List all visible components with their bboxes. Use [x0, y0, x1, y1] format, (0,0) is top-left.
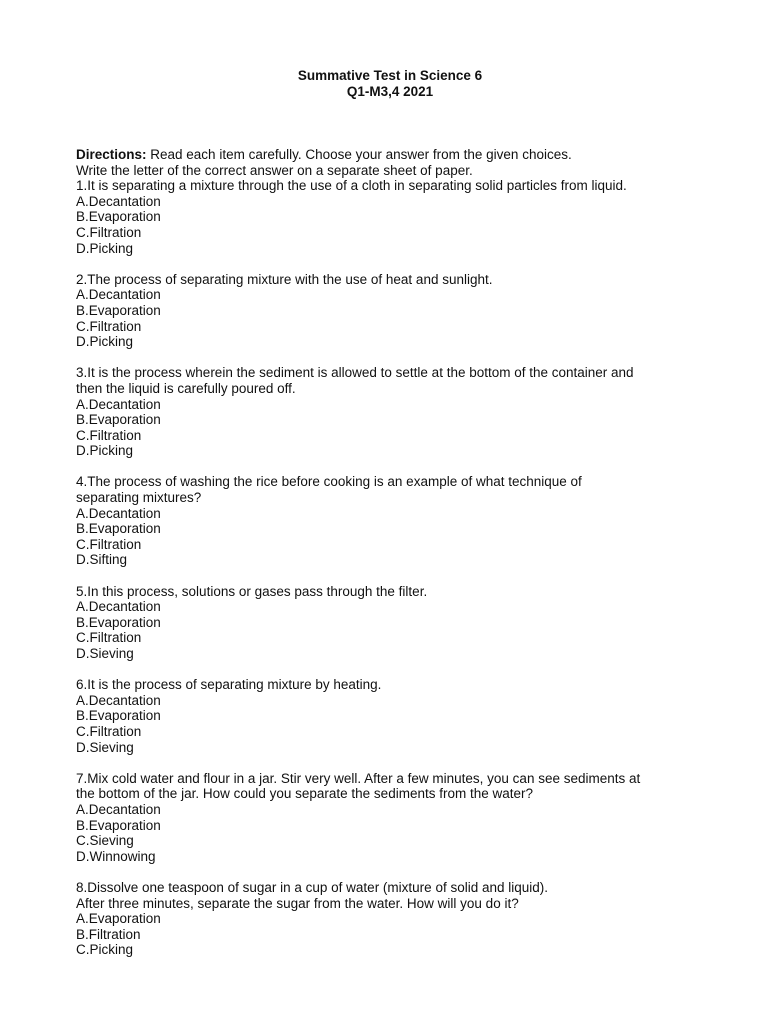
- answer-choice: C.Filtration: [76, 536, 142, 552]
- directions-line-1: [76, 147, 716, 163]
- question-stem: 5.In this process, solutions or gases pass through the filter.: [76, 583, 428, 599]
- answer-choice: B.Evaporation: [76, 521, 161, 537]
- directions-label: Directions:: [76, 147, 147, 162]
- answer-choice: A.Decantation: [76, 287, 161, 303]
- answer-choice: D.Picking: [76, 240, 134, 256]
- answer-choice: A.Decantation: [76, 396, 161, 412]
- answer-choice: B.Evaporation: [76, 614, 161, 630]
- question-stem: 6.It is the process of separating mixture by heating.: [76, 677, 382, 693]
- answer-choice: C.Filtration: [76, 630, 142, 646]
- answer-choice: B.Evaporation: [76, 209, 161, 225]
- answer-choice: B.Filtration: [76, 926, 141, 942]
- question-stem: 7.Mix cold water and flour in a jar. Stir very well. After a few minutes, you can see sediments at: [76, 770, 641, 786]
- question-item: [76, 584, 716, 662]
- question-stem: then the liquid is carefully poured off.: [76, 380, 296, 396]
- question-item: [76, 677, 716, 755]
- document-title: Summative Test in Science 6: [297, 68, 483, 83]
- question-list: [76, 178, 716, 958]
- question-item: [76, 365, 716, 459]
- question-item: [76, 771, 716, 865]
- document-subtitle: Q1-M3,4 2021: [346, 84, 434, 99]
- answer-choice: A.Decantation: [76, 801, 161, 817]
- answer-choice: D.Picking: [76, 443, 134, 459]
- directions: [76, 147, 716, 178]
- answer-choice: B.Evaporation: [76, 302, 161, 318]
- answer-choice: A.Decantation: [76, 193, 161, 209]
- question-item: [76, 474, 716, 568]
- directions-line-2: Write the letter of the correct answer on a separate sheet of paper.: [76, 162, 473, 178]
- answer-choice: D.Sieving: [76, 646, 134, 661]
- answer-choice: B.Evaporation: [76, 817, 161, 833]
- question-item: [76, 880, 716, 958]
- answer-choice: C.Filtration: [76, 723, 142, 739]
- document-header: [0, 68, 768, 100]
- answer-choice: B.Evaporation: [76, 708, 161, 724]
- directions-text-1: Read each item carefully. Choose your answer from the given choices.: [146, 147, 572, 162]
- answer-choice: A.Decantation: [76, 505, 161, 521]
- question-stem: 3.It is the process wherein the sediment is allowed to settle at the bottom of the container and: [76, 365, 634, 381]
- answer-choice: D.Sieving: [76, 739, 134, 755]
- answer-choice: C.Filtration: [76, 224, 142, 240]
- question-stem: separating mixtures?: [76, 490, 202, 506]
- answer-choice: D.Sifting: [76, 552, 128, 568]
- answer-choice: A.Decantation: [76, 599, 161, 615]
- question-stem: 8.Dissolve one teaspoon of sugar in a cup of water (mixture of solid and liquid).: [76, 879, 549, 895]
- answer-choice: D.Picking: [76, 334, 134, 350]
- answer-choice: D.Winnowing: [76, 848, 156, 864]
- answer-choice: C.Sieving: [76, 833, 134, 849]
- question-stem: the bottom of the jar. How could you separate the sediments from the water?: [76, 786, 533, 802]
- question-stem: 4.The process of washing the rice before cooking is an example of what technique of: [76, 474, 582, 490]
- document-body: [76, 147, 716, 973]
- answer-choice: C.Picking: [76, 942, 134, 958]
- answer-choice: C.Filtration: [76, 318, 142, 334]
- question-item: [76, 178, 716, 256]
- question-stem: 2.The process of separating mixture with the use of heat and sunlight.: [76, 271, 493, 287]
- question-item: [76, 272, 716, 350]
- answer-choice: A.Evaporation: [76, 911, 161, 927]
- answer-choice: C.Filtration: [76, 427, 142, 443]
- answer-choice: A.Decantation: [76, 692, 161, 708]
- answer-choice: B.Evaporation: [76, 412, 161, 428]
- question-stem: 1.It is separating a mixture through the use of a cloth in separating solid particles from liquid.: [76, 178, 627, 194]
- question-stem: After three minutes, separate the sugar from the water. How will you do it?: [76, 895, 519, 911]
